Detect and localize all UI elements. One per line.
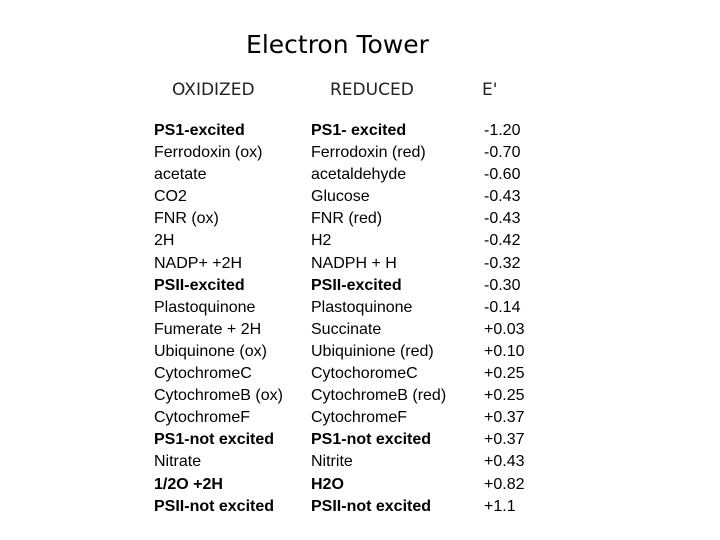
table-row: [0, 230, 720, 252]
potential-cell: +0.25: [484, 365, 525, 383]
table-row: [0, 451, 720, 473]
table-row: [0, 275, 720, 297]
reduced-cell: Ferrodoxin (red): [311, 144, 426, 162]
table-row: [0, 297, 720, 319]
oxidized-cell: FNR (ox): [154, 210, 219, 228]
table-row: [0, 363, 720, 385]
electron-tower-table: [0, 120, 720, 518]
oxidized-cell: PS1-not excited: [154, 431, 275, 449]
oxidized-cell: 2H: [154, 232, 175, 250]
oxidized-cell: Plastoquinone: [154, 298, 256, 316]
reduced-column-header: REDUCED: [330, 80, 414, 100]
oxidized-cell: CytochromeC: [154, 365, 252, 383]
potential-cell: +0.03: [484, 320, 525, 338]
reduced-cell: Plastoquinone: [311, 298, 413, 316]
potential-cell: -0.70: [484, 144, 521, 162]
table-row: [0, 407, 720, 429]
table-row: [0, 164, 720, 186]
reduced-cell: CytochromeF: [311, 409, 408, 427]
potential-cell: +0.82: [484, 475, 525, 493]
oxidized-cell: acetate: [154, 166, 207, 184]
potential-cell: -0.32: [484, 254, 521, 272]
potential-cell: -0.43: [484, 188, 521, 206]
potential-cell: +0.10: [484, 342, 525, 360]
oxidized-column-header: OXIDIZED: [172, 80, 255, 100]
oxidized-cell: PSII-excited: [154, 276, 245, 294]
reduced-cell: PS1- excited: [311, 122, 407, 139]
potential-cell: +0.37: [484, 409, 525, 427]
table-row: [0, 341, 720, 363]
table-row: [0, 385, 720, 407]
reduced-cell: Nitrite: [311, 453, 353, 471]
reduced-cell: PSII-not excited: [311, 497, 432, 515]
oxidized-cell: Ferrodoxin (ox): [154, 144, 263, 162]
potential-cell: +0.25: [484, 387, 525, 405]
potential-cell: +0.43: [484, 453, 525, 471]
reduced-cell: H2O: [311, 475, 344, 493]
oxidized-cell: PS1-excited: [154, 122, 245, 139]
oxidized-cell: Fumerate + 2H: [154, 320, 262, 338]
potential-cell: -1.20: [484, 122, 521, 139]
table-row: [0, 253, 720, 275]
oxidized-cell: CO2: [154, 188, 187, 206]
table-row: [0, 474, 720, 496]
reduced-cell: PS1-not excited: [311, 431, 432, 449]
table-row: [0, 496, 720, 518]
potential-cell: -0.14: [484, 298, 521, 316]
reduced-cell: NADPH + H: [311, 254, 397, 272]
reduced-cell: Succinate: [311, 320, 382, 338]
table-row: [0, 186, 720, 208]
potential-cell: -0.60: [484, 166, 521, 184]
oxidized-cell: NADP+ +2H: [154, 254, 243, 272]
table-row: [0, 208, 720, 230]
table-row: [0, 120, 720, 142]
potential-column-header: E': [482, 80, 498, 100]
reduced-cell: H2: [311, 232, 332, 250]
oxidized-cell: CytochromeB (ox): [154, 387, 283, 405]
table-row: [0, 142, 720, 164]
oxidized-cell: Ubiquinone (ox): [154, 342, 267, 360]
table-row: [0, 429, 720, 451]
potential-cell: -0.42: [484, 232, 521, 250]
oxidized-cell: PSII-not excited: [154, 497, 275, 515]
reduced-cell: CytochoromeC: [311, 365, 418, 383]
oxidized-cell: 1/2O +2H: [154, 475, 223, 493]
oxidized-cell: CytochromeF: [154, 409, 251, 427]
reduced-cell: Glucose: [311, 188, 370, 206]
potential-cell: +0.37: [484, 431, 525, 449]
table-row: [0, 319, 720, 341]
potential-cell: -0.30: [484, 276, 521, 294]
reduced-cell: Ubiquinione (red): [311, 342, 434, 360]
reduced-cell: CytochromeB (red): [311, 387, 447, 405]
reduced-cell: FNR (red): [311, 210, 383, 228]
reduced-cell: PSII-excited: [311, 276, 402, 294]
potential-cell: -0.43: [484, 210, 521, 228]
reduced-cell: acetaldehyde: [311, 166, 407, 184]
potential-cell: +1.1: [484, 497, 516, 515]
slide-title: Electron Tower: [246, 30, 429, 59]
oxidized-cell: Nitrate: [154, 453, 202, 471]
